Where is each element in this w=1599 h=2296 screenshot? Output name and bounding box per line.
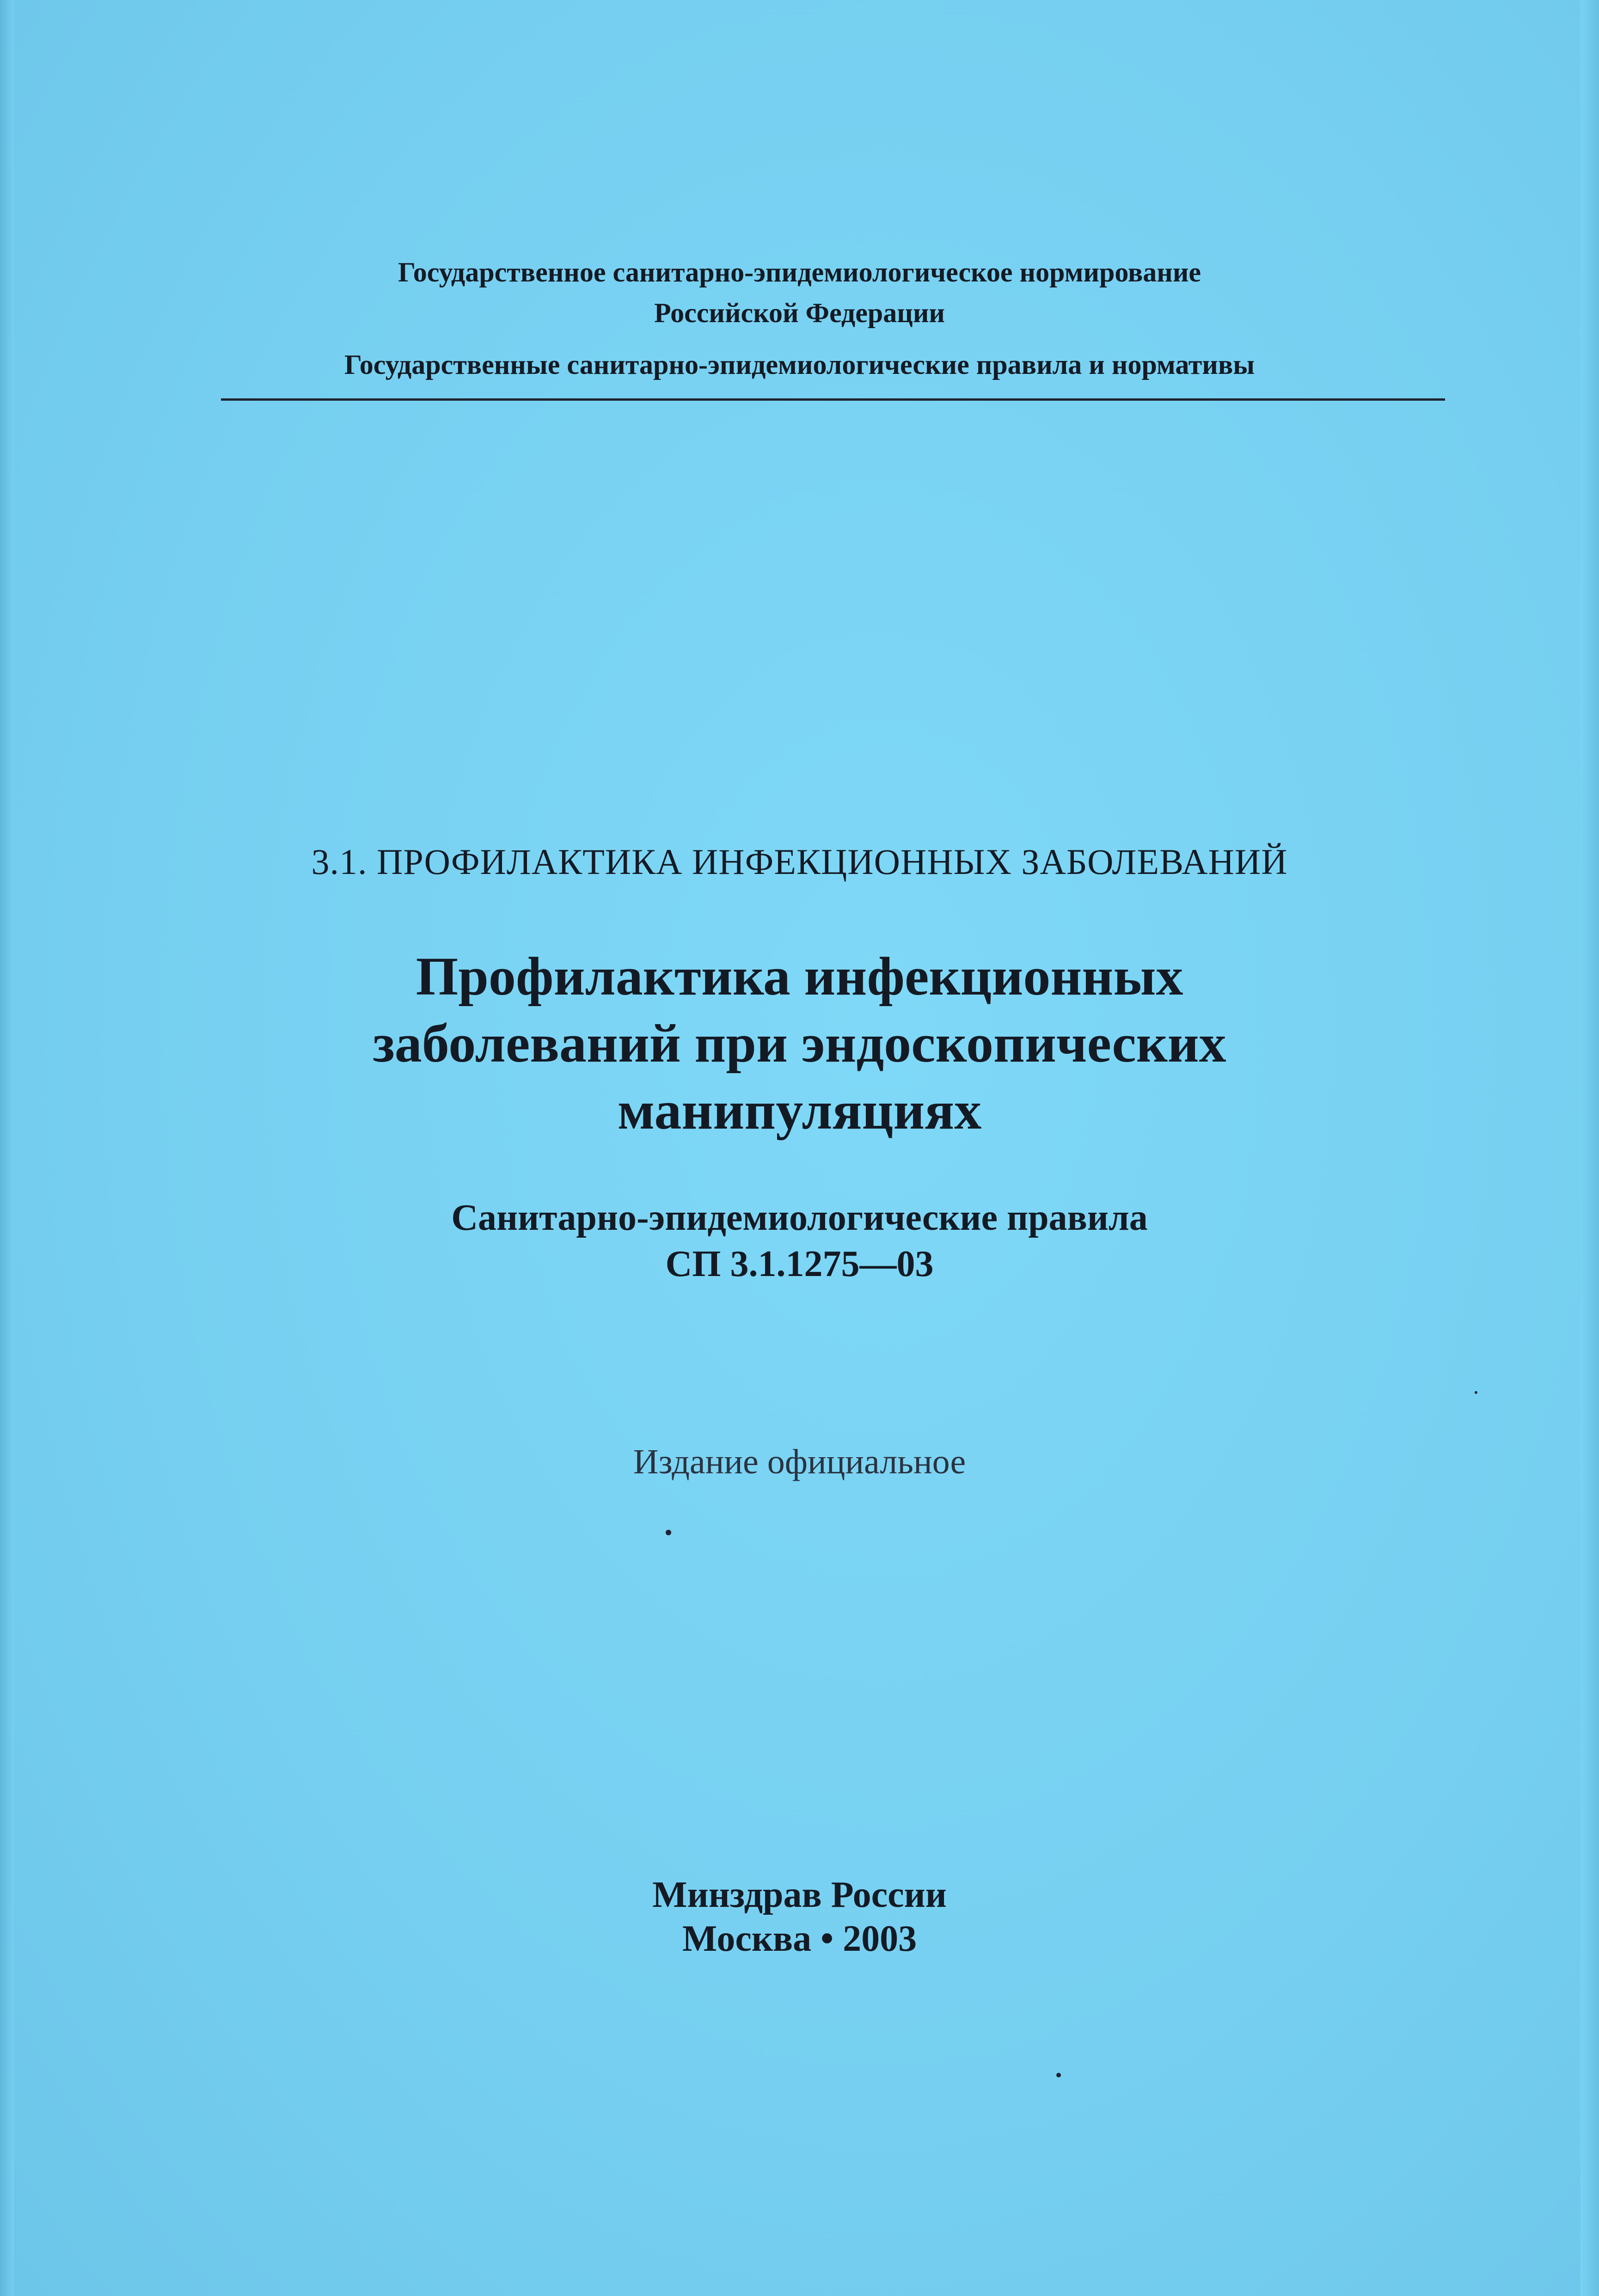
header-line-3: Государственные санитарно-эпидемиологические правила и нормативы: [344, 349, 1255, 380]
subtitle-code: СП 3.1.1275—03: [665, 1244, 934, 1284]
title-line-3: манипуляциях: [617, 1080, 982, 1141]
title-line-1: Профилактика инфекционных: [416, 946, 1183, 1007]
header-line-2: Российской Федерации: [654, 298, 945, 328]
speck-mark: [666, 1530, 671, 1535]
publisher-line-1: Минздрав России: [652, 1875, 947, 1915]
header-line-1: Государственное санитарно-эпидемиологическое нормирование: [398, 257, 1201, 287]
series-heading: 3.1. ПРОФИЛАКТИКА ИНФЕКЦИОННЫХ ЗАБОЛЕВАНИЙ: [311, 842, 1288, 882]
edition-label: Издание официальное: [633, 1442, 966, 1481]
header-rule: [221, 398, 1445, 401]
speck-mark: [1475, 1391, 1477, 1394]
speck-mark: [1056, 2073, 1061, 2077]
subtitle-line-1: Санитарно-эпидемиологические правила: [451, 1197, 1148, 1238]
title-line-2: заболеваний при эндоскопических: [373, 1013, 1226, 1074]
publisher-line-2: Москва • 2003: [682, 1918, 917, 1959]
